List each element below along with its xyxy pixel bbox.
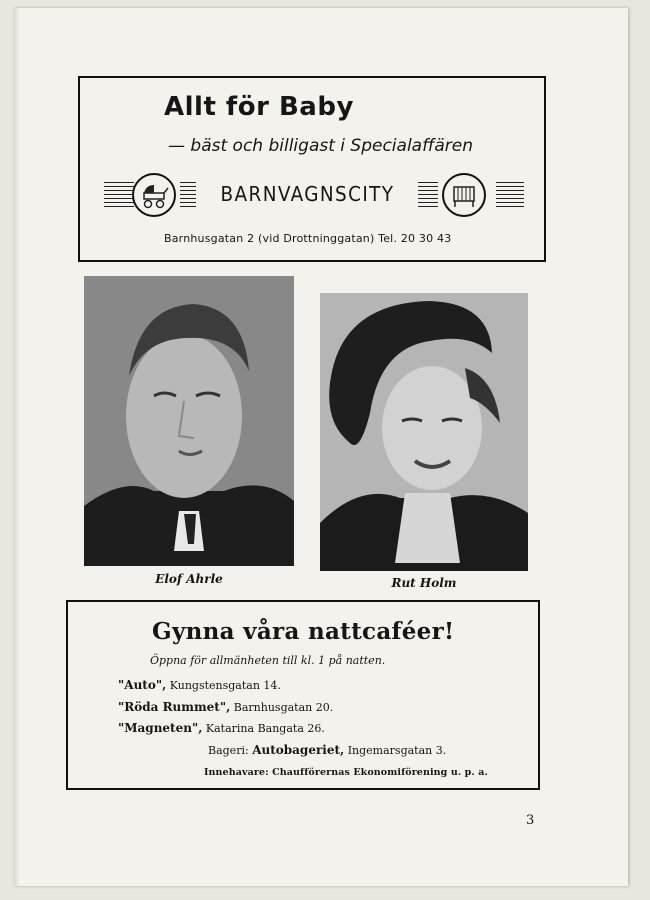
page-number: 3	[526, 813, 535, 828]
portrait-photo-elof-ahrle	[84, 276, 294, 566]
ad-title: Allt för Baby	[164, 92, 354, 122]
brand-name: BARNVAGNSCITY	[196, 181, 418, 207]
cafe-listing: "Auto", Kungstensgatan 14.	[118, 678, 281, 692]
cafe-listing: "Magneten", Katarina Bangata 26.	[118, 721, 325, 735]
program-page	[14, 8, 628, 886]
photo-caption: Rut Holm	[391, 576, 457, 590]
cafe-listing: "Röda Rummet", Barnhusgatan 20.	[118, 700, 334, 714]
shop-address: Barnhusgatan 2 (vid Drottninggatan) Tel. 20 30 43	[164, 232, 452, 245]
ad-subtitle: — bäst och billigast i Specialaffären	[168, 136, 473, 156]
ad-title: Gynna våra nattcaféer!	[152, 618, 455, 645]
crib-logo-icon	[442, 173, 486, 217]
owner-line: Innehavare: Chaufförernas Ekonomiförening u. p. a.	[204, 767, 488, 778]
pram-logo-icon	[132, 173, 176, 217]
photo-caption: Elof Ahrle	[155, 572, 223, 586]
bakery-listing: Bageri: Autobageriet, Ingemarsgatan 3.	[208, 743, 447, 757]
night-cafe-advertisement	[66, 600, 540, 790]
baby-shop-advertisement	[78, 76, 546, 262]
portrait-photo-rut-holm	[320, 293, 528, 571]
ad-subtitle: Öppna för allmänheten till kl. 1 på natten.	[150, 654, 386, 667]
brand-banner	[104, 173, 524, 217]
